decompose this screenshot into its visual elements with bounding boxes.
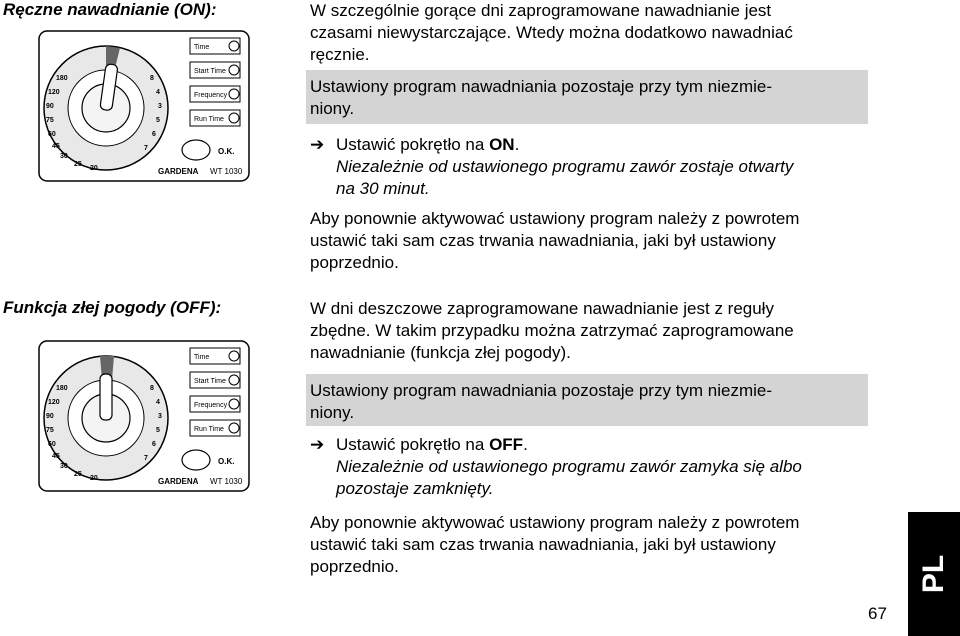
arrow-icon: ➔ <box>310 435 325 454</box>
svg-text:Start Time: Start Time <box>194 68 226 75</box>
svg-text:30: 30 <box>60 463 68 470</box>
manual-intro: W szczególnie gorące dni zaprogramowane nawadnianie jest czasami niewystarczające. Wtedy można dodatkowo nawadniać ręcznie. <box>310 1 793 64</box>
section-label-rain: Funkcja złej pogody (OFF): <box>3 298 222 317</box>
page-number: 67 <box>868 604 887 623</box>
svg-text:Start Time: Start Time <box>194 378 226 385</box>
rain-note: Ustawiony program nawadniania pozostaje przy tym niezmie- niony. <box>310 381 773 422</box>
svg-text:Run Time: Run Time <box>194 116 224 123</box>
svg-text:WT 1030: WT 1030 <box>210 477 243 486</box>
timer-illustration-on <box>38 30 250 182</box>
svg-text:7: 7 <box>144 455 148 462</box>
svg-text:6: 6 <box>152 441 156 448</box>
svg-text:45: 45 <box>52 453 60 460</box>
manual-followup: Aby ponownie aktywować ustawiony program należy z powrotem ustawić taki sam czas trwania nawadniania, jaki był ustawiony poprzednio. <box>310 209 800 272</box>
svg-text:20: 20 <box>90 165 98 172</box>
svg-text:30: 30 <box>60 153 68 160</box>
language-tab-label: PL <box>917 554 950 594</box>
svg-text:4: 4 <box>156 89 160 96</box>
svg-text:8: 8 <box>150 385 154 392</box>
svg-text:5: 5 <box>156 427 160 434</box>
svg-text:60: 60 <box>48 131 56 138</box>
svg-text:3: 3 <box>158 103 162 110</box>
svg-text:3: 3 <box>158 413 162 420</box>
svg-text:Frequency: Frequency <box>194 402 228 409</box>
svg-text:180: 180 <box>56 385 68 392</box>
svg-text:75: 75 <box>46 427 54 434</box>
section-label-manual: Ręczne nawadnianie (ON): <box>3 0 217 19</box>
svg-text:45: 45 <box>52 143 60 150</box>
svg-text:4: 4 <box>156 399 160 406</box>
svg-text:120: 120 <box>48 399 60 406</box>
language-tab <box>908 512 960 636</box>
svg-text:90: 90 <box>46 413 54 420</box>
svg-text:25: 25 <box>74 471 82 478</box>
svg-text:90: 90 <box>46 103 54 110</box>
timer-illustration-off <box>38 340 250 492</box>
brand-logo: GARDENA <box>158 167 199 176</box>
svg-text:75: 75 <box>46 117 54 124</box>
svg-text:25: 25 <box>74 161 82 168</box>
svg-text:5: 5 <box>156 117 160 124</box>
dial-off-marker: Off <box>102 349 113 356</box>
svg-text:120: 120 <box>48 89 60 96</box>
arrow-icon: ➔ <box>310 135 325 154</box>
svg-text:GARDENA: GARDENA <box>158 477 199 486</box>
ok-label: O.K. <box>218 147 235 156</box>
rain-followup: Aby ponownie aktywować ustawiony program należy z powrotem ustawić taki sam czas trwania nawadniania, jaki był ustawiony poprzednio. <box>310 513 800 576</box>
svg-text:Time: Time <box>194 354 210 361</box>
svg-text:Time: Time <box>194 44 210 51</box>
svg-text:8: 8 <box>150 75 154 82</box>
svg-text:Frequency: Frequency <box>194 92 228 99</box>
model-label: WT 1030 <box>210 167 243 176</box>
manual-note: Ustawiony program nawadniania pozostaje przy tym niezmie- niony. <box>310 77 773 118</box>
svg-text:O.K.: O.K. <box>218 457 235 466</box>
svg-text:7: 7 <box>144 145 148 152</box>
dial-on-marker: On <box>118 39 128 46</box>
rain-step: Ustawić pokrętło na OFF. <box>336 435 528 454</box>
manual-result: Niezależnie od ustawionego programu zawór zostaje otwarty na 30 minut. <box>336 157 794 198</box>
rain-intro: W dni deszczowe zaprogramowane nawadnianie jest z reguły zbędne. W takim przypadku można zatrzymać zaprogramowane nawadnianie (funkcja złej pogody). <box>310 299 794 362</box>
manual-step: Ustawić pokrętło na ON. <box>336 135 520 154</box>
svg-text:60: 60 <box>48 441 56 448</box>
svg-text:20: 20 <box>90 475 98 482</box>
svg-text:Run Time: Run Time <box>194 426 224 433</box>
rain-result: Niezależnie od ustawionego programu zawór zamyka się albo pozostaje zamknięty. <box>336 457 802 498</box>
svg-text:6: 6 <box>152 131 156 138</box>
svg-text:180: 180 <box>56 75 68 82</box>
